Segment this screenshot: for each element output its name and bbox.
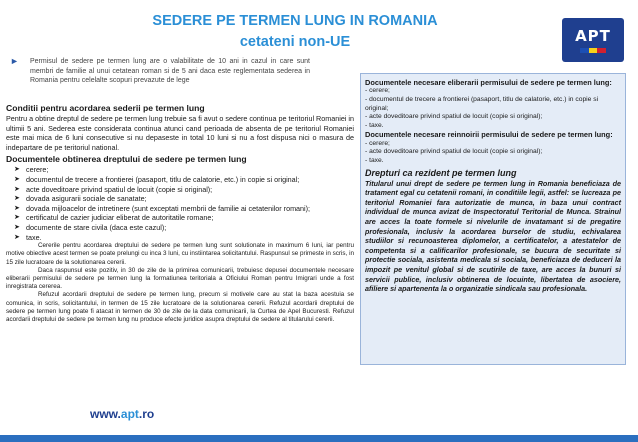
rights-heading: Drepturi ca rezident pe termen lung — [365, 167, 517, 178]
list-item: ➤ dovada asigurarii sociale de sanatate; — [14, 194, 147, 204]
issue-heading: Documentele necesare eliberarii permisului de sedere pe termen lung: — [365, 78, 612, 87]
renew-item: - cerere; — [365, 139, 390, 147]
list-item: ➤ taxe. — [14, 232, 42, 242]
documents-heading: Documentele obtinerea dreptului de sedere pe termen lung — [6, 154, 247, 165]
issue-item: - acte doveditoare privind spatiul de locuit (copie si original); — [365, 113, 543, 121]
page-subtitle: cetateni non-UE — [239, 34, 351, 50]
footer-divider — [0, 435, 638, 442]
chevron-right-icon: ➤ — [14, 166, 20, 174]
issue-item: - cerere; — [365, 87, 390, 95]
list-item: ➤ documentul de trecere a frontierei (pasaport, titlu de calatorie, etc.) in copie si original; — [14, 174, 300, 184]
issue-item: - taxe. — [365, 121, 384, 129]
list-item: ➤ acte doveditoare privind spatiul de locuit (copie si original); — [14, 184, 213, 194]
chevron-right-icon: ➤ — [14, 175, 20, 183]
title-block — [90, 12, 500, 51]
rights-text: Titularul unui drept de sedere pe termen lung in Romania beneficiaza de tratament egal cu cetatenii romani, in conditiile legii, astfel: se lucreaza pe teritoriul Romaniei fara autorizatie de munca, in baza unui contract individual de munca avizat de Inspectoratul Teritorial de Munca. Strainul are acces la toate formele si nivelurile de invatamant si de pregatire profesionala, inclusiv la acordarea burselor de studiu, echivalarea studiilor si recunoasterea diplomelor, a certificatelor, a atestatelor de competenta si a calificarilor profesionale, se bucura de securitate si protectie sociala, asistenta medicala si sociala, beneficiaza de deduceri la impozit pe venitul global si de scutirile de taxe, are acces la bunuri si servicii publice, inclusiv obtinerea de locuinte, libertatea de asociere, afiliere si apartenenta la o organizatie sindicala sau profesionala. — [365, 178, 621, 294]
list-item: ➤ documente de stare civila (daca este cazul); — [14, 222, 167, 232]
list-item: ➤ dovada mijloacelor de intretinere (sunt exceptati membrii de familie ai cetatenilor romani); — [14, 203, 311, 213]
renew-item: - acte doveditoare privind spatiul de locuit (copie si original); — [365, 148, 543, 156]
renew-heading: Documentele necesare reinnoirii permisului de sedere pe termen lung: — [365, 130, 613, 140]
chevron-right-icon: ➤ — [14, 195, 20, 203]
details-paragraph-1: Cererile pentru acordarea dreptului de sedere pe termen lung sunt solutionate in maximum 6 luni, iar pentru motive obiective acest termen se poate prelungi cu inca 3 luni, cu instiintarea solicitantului. Raspunsul se primeste in scris, in 15 zile lucratoare de la solutionarea cererii. — [6, 242, 354, 266]
conditions-text: Pentru a obtine dreptul de sedere pe termen lung trebuie sa fi avut o sedere continua pe teritoriul Romaniei in ultimii 5 ani. Sederea este considerata continua atunci cand perioada de absenta de pe teritoriul Romaniei este mai mica de 6 luni consecutive si nu depaseste in total 10 luni si nu a fost dispusa nici o masura de indepartare de pe teritoriul national. — [6, 114, 355, 152]
intro-text: Permisul de sedere pe termen lung are o valabilitate de 10 ani in cazul in care sunt membri de familie al unui cetatean roman si de 5 ani daca este reglementata sederea in Romania pentru celelalte scopuri prevazute de lege — [30, 58, 310, 84]
documents-list — [6, 165, 354, 242]
details-paragraph-3: Refuzul acordarii dreptului de sedere pe termen lung, precum si motivele care au stat la baza acestuia se comunica, in scris, solicitantului, in termen de 15 zile lucratoare de la solutionarea cererii. Refuzul acordarii dreptului de sedere pe termen lung poate fi atacat in termen de 30 de zile de la data comunicarii, la Curtea de Apel Bucuresti. Refuzul acordarii dreptului de sedere pe termen lung nu produce efecte juridice asupra dreptului de sedere al titularului cererii. — [6, 291, 354, 323]
romanian-flag-icon — [580, 48, 606, 53]
chevron-right-icon: ➤ — [14, 223, 20, 231]
details-paragraph-2: Daca raspunsul este pozitiv, in 30 de zile de la primirea comunicarii, trebuiesc depusei documentele necesare eliberarii permisului de sedere pe termen lung la formatiunea teritoriala a Oficiului Roman pentru Imigrari unde a fost inregistrata cererea. — [6, 266, 354, 291]
conditions-heading: Conditii pentru acordarea sederii pe termen lung — [6, 103, 205, 113]
list-item: ➤ cerere; — [14, 165, 49, 175]
arrow-bullet-icon: ► — [10, 56, 19, 66]
apt-logo — [562, 18, 624, 62]
left-column — [6, 103, 354, 324]
page-title: SEDERE PE TERMEN LUNG IN ROMANIA — [152, 13, 438, 29]
website-link[interactable]: www.apt.ro — [90, 407, 155, 421]
list-item: ➤ certificatul de cazier judiciar eliberat de autoritatile romane; — [14, 213, 214, 223]
renew-item: - taxe. — [365, 156, 384, 164]
logo-text: APT — [575, 27, 611, 45]
chevron-right-icon: ➤ — [14, 185, 20, 193]
requirements-box — [360, 73, 626, 365]
chevron-right-icon: ➤ — [14, 214, 20, 222]
intro-block — [10, 57, 310, 86]
issue-item: - documentul de trecere a frontierei (pasaport, titlu de calatorie, etc.) in copie si original; — [365, 96, 599, 112]
chevron-right-icon: ➤ — [14, 233, 20, 241]
chevron-right-icon: ➤ — [14, 204, 20, 212]
